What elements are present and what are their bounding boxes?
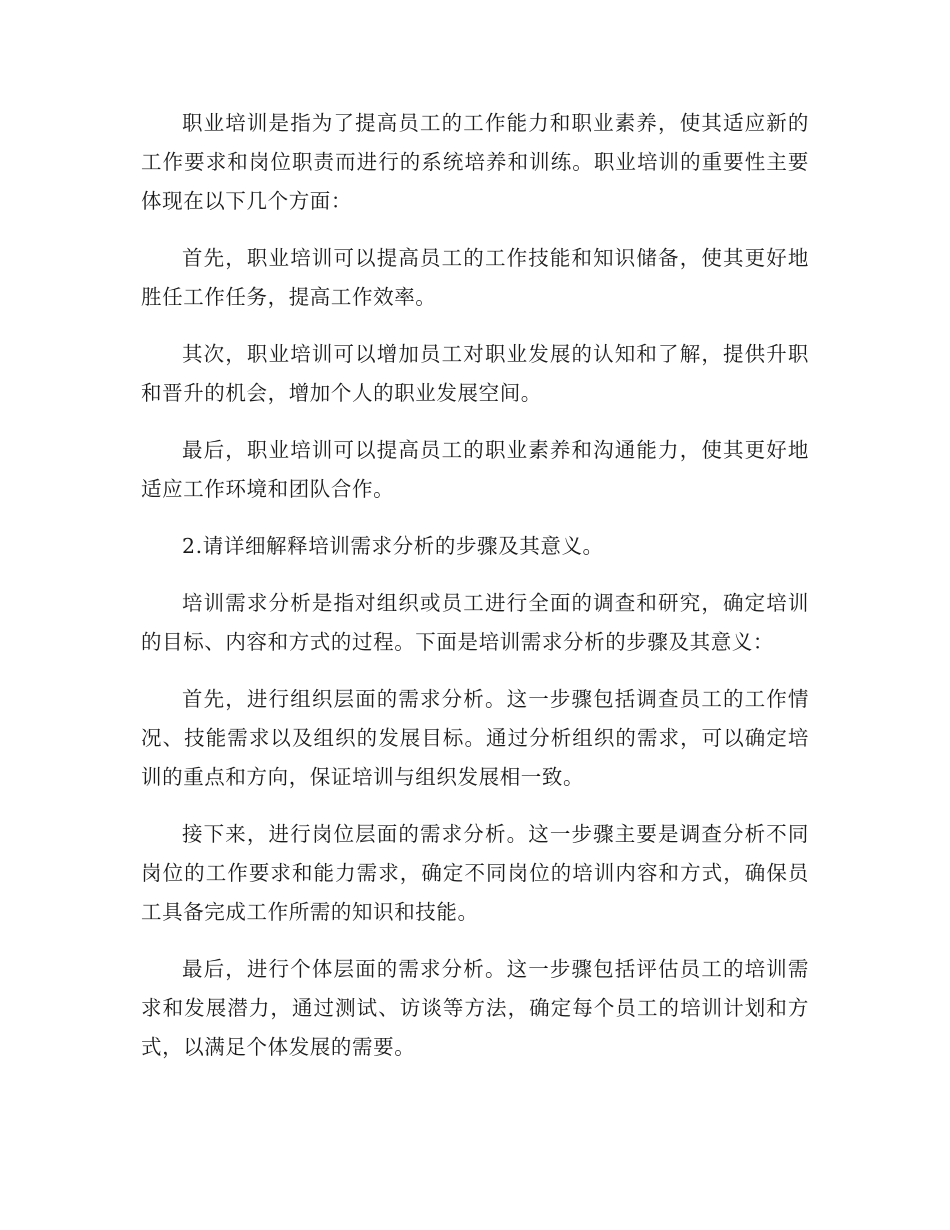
paragraph-individual-analysis: 最后，进行个体层面的需求分析。这一步骤包括评估员工的培训需求和发展潜力，通过测试、访谈等方法，确定每个员工的培训计划和方式，以满足个体发展的需要。 <box>141 957 809 1059</box>
paragraph-skills-improvement: 首先，职业培训可以提高员工的工作技能和知识储备，使其更好地胜任工作任务，提高工作效率。 <box>141 246 809 309</box>
paragraph-needs-analysis-definition: 培训需求分析是指对组织或员工进行全面的调查和研究，确定培训的目标、内容和方式的过程。下面是培训需求分析的步骤及其意义： <box>141 591 809 654</box>
document-body <box>141 104 809 1085</box>
paragraph-professional-quality: 最后，职业培训可以提高员工的职业素养和沟通能力，使其更好地适应工作环境和团队合作。 <box>141 438 809 501</box>
paragraph-career-development: 其次，职业培训可以增加员工对职业发展的认知和了解，提供升职和晋升的机会，增加个人的职业发展空间。 <box>141 342 809 405</box>
paragraph-position-analysis: 接下来，进行岗位层面的需求分析。这一步骤主要是调查分析不同岗位的工作要求和能力需求，确定不同岗位的培训内容和方式，确保员工具备完成工作所需的知识和技能。 <box>141 822 809 924</box>
paragraph-organizational-analysis: 首先，进行组织层面的需求分析。这一步骤包括调查员工的工作情况、技能需求以及组织的发展目标。通过分析组织的需求，可以确定培训的重点和方向，保证培训与组织发展相一致。 <box>141 687 809 789</box>
question-heading: 2.请详细解释培训需求分析的步骤及其意义。 <box>182 534 604 558</box>
paragraph-training-definition: 职业培训是指为了提高员工的工作能力和职业素养，使其适应新的工作要求和岗位职责而进行的系统培养和训练。职业培训的重要性主要体现在以下几个方面： <box>141 111 809 213</box>
